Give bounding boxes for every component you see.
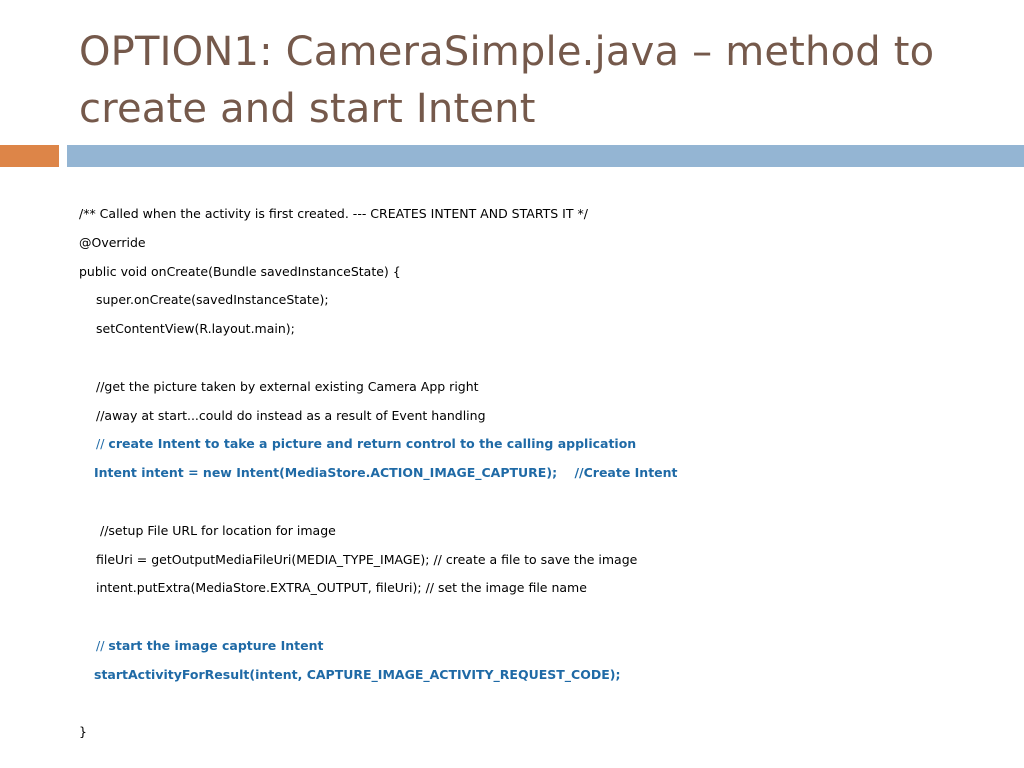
code-line-comment-create-intent [79, 434, 999, 463]
code-line-file-uri: fileUri = getOutputMediaFileUri(MEDIA_TYPE_IMAGE); // create a file to save the image [96, 551, 638, 567]
code-line-create-intent: Intent intent = new Intent(MediaStore.ACTION_IMAGE_CAPTURE); //Create Intent [94, 465, 678, 481]
code-line-put-extra: intent.putExtra(MediaStore.EXTRA_OUTPUT, fileUri); // set the image file name [96, 580, 587, 596]
comment-create-intent-text: create Intent to take a picture and return control to the calling application [108, 436, 637, 452]
slide-title [79, 24, 999, 138]
slide-title-line-2: create and start Intent [79, 86, 536, 132]
slide-title-line-1: OPTION1: CameraSimple.java – method to [79, 29, 935, 75]
code-line-blank [79, 348, 999, 377]
code-line-comment-header: /** Called when the activity is first created. --- CREATES INTENT AND STARTS IT */ [79, 206, 588, 221]
comment-prefix: // [96, 637, 109, 653]
code-line-override: @Override [79, 234, 146, 250]
code-line-comment-start-capture [79, 636, 999, 665]
code-line-method-signature: public void onCreate(Bundle savedInstanceState) { [79, 263, 401, 279]
code-block [79, 204, 999, 751]
code-line-comment-setup-file-url: //setup File URL for location for image [100, 522, 336, 538]
code-line-set-content-view: setContentView(R.layout.main); [96, 321, 295, 337]
code-line-blank [79, 492, 999, 521]
code-line-comment-away-at-start: //away at start...could do instead as a result of Event handling [96, 407, 486, 423]
code-line-start-activity: startActivityForResult(intent, CAPTURE_IMAGE_ACTIVITY_REQUEST_CODE); [94, 666, 621, 682]
code-line-blank [79, 607, 999, 636]
title-accent-orange-bar [0, 145, 59, 167]
code-line-closing-brace: } [79, 724, 87, 740]
code-line-blank [79, 694, 999, 723]
code-line-comment-get-picture: //get the picture taken by external existing Camera App right [96, 378, 479, 394]
comment-prefix: // [96, 436, 109, 452]
comment-start-capture-text: start the image capture Intent [108, 637, 324, 653]
title-accent-blue-bar [67, 145, 1024, 167]
code-line-super-oncreate: super.onCreate(savedInstanceState); [96, 292, 329, 308]
